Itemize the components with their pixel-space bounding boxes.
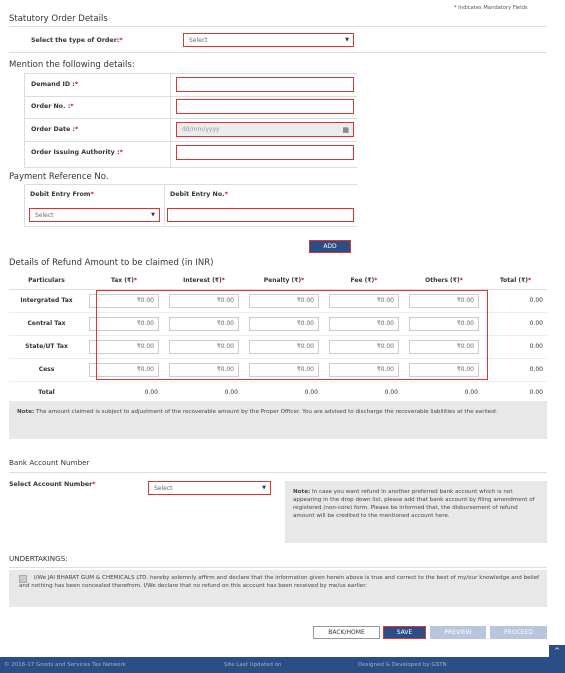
penalty-input[interactable]: ₹0.00 — [249, 317, 319, 331]
debit-entry-from-select[interactable] — [29, 208, 160, 222]
note-text: The amount claimed is subject to adjustment of the recoverable amount by the Proper Officer. You are advised to discharge the recoverable liabilities at the earliest. — [36, 409, 498, 415]
order-date-label: Order Date :* — [31, 126, 79, 133]
fee-input[interactable]: ₹0.00 — [329, 340, 399, 354]
debit-entry-no-input[interactable] — [167, 208, 354, 222]
penalty-input[interactable]: ₹0.00 — [249, 363, 319, 377]
order-date-input[interactable] — [176, 122, 354, 137]
footer — [0, 657, 565, 673]
order-type-select[interactable] — [183, 33, 354, 47]
scroll-to-top-icon[interactable]: ^ — [549, 645, 565, 657]
others-input[interactable]: ₹0.00 — [409, 294, 479, 308]
chevron-down-icon: ▼ — [262, 485, 266, 491]
column-header: Tax (₹)* — [84, 273, 164, 289]
others-input[interactable]: ₹0.00 — [409, 317, 479, 331]
refund-section-title: Details of Refund Amount to be claimed (in INR) — [9, 258, 214, 268]
preview-button[interactable]: PREVIEW — [430, 626, 486, 639]
divider — [24, 96, 357, 97]
footer-designed: Designed & Developed by GSTN — [358, 662, 447, 668]
refund-table — [9, 273, 547, 405]
column-header: Particulars — [9, 273, 84, 289]
total-label: Total — [9, 381, 84, 404]
column-header: Fee (₹)* — [324, 273, 404, 289]
payment-section-title: Payment Reference No. — [9, 172, 109, 182]
calendar-icon[interactable]: ▦ — [342, 125, 349, 134]
others-input[interactable]: ₹0.00 — [409, 340, 479, 354]
interest-input[interactable]: ₹0.00 — [169, 363, 239, 377]
debit-entry-from-label: Debit Entry From* — [30, 191, 94, 198]
column-header: Others (₹)* — [404, 273, 484, 289]
add-button[interactable]: ADD — [309, 240, 351, 253]
statutory-section-title: Statutory Order Details — [9, 14, 108, 24]
divider — [24, 118, 357, 119]
demand-id-input[interactable] — [176, 77, 354, 92]
divider — [164, 184, 165, 226]
bank-section-title: Bank Account Number — [9, 458, 90, 467]
undertaking-text: I/We JAI BHARAT GUM & CHEMICALS LTD. hereby solemnly affirm and declare that the information given herein above is true and correct to the best of my/our knowledge and belief and nothing has been concealed therefrom. I/We declare that no refund on this account has been received by me/us earlier. — [19, 575, 540, 589]
row-total: 0.00 — [484, 312, 547, 335]
penalty-input[interactable]: ₹0.00 — [249, 340, 319, 354]
table-header-row — [9, 273, 547, 289]
debit-entry-no-label: Debit Entry No.* — [170, 191, 228, 198]
fee-input[interactable]: ₹0.00 — [329, 294, 399, 308]
interest-input[interactable]: ₹0.00 — [169, 294, 239, 308]
bank-note-text: In case you want refund in another preferred bank account which is not appearing in the drop down list, please add that bank account by filing amendment of registered (non-core) form. Please be informed that, the disbursement of refund amount will be credited to the mentioned account here. — [293, 489, 535, 519]
divider — [24, 226, 357, 227]
row-total: 0.00 — [484, 335, 547, 358]
required-marker: * — [454, 5, 457, 11]
order-type-label: Select the type of Order:* — [31, 37, 123, 44]
recoverable-note — [9, 401, 547, 439]
grand-total: 0.00 — [484, 381, 547, 404]
order-date-placeholder: dd/mm/yyyy — [182, 126, 220, 133]
divider — [9, 26, 547, 27]
order-type-value: Select — [189, 36, 208, 44]
divider — [24, 141, 357, 142]
divider — [9, 472, 547, 473]
save-button[interactable]: SAVE — [383, 626, 426, 639]
mandatory-fields-note — [454, 5, 528, 11]
order-no-input[interactable] — [176, 99, 354, 114]
row-label: State/UT Tax — [9, 335, 84, 358]
total-interest: 0.00 — [164, 381, 244, 404]
total-others: 0.00 — [404, 381, 484, 404]
account-number-select[interactable] — [148, 481, 271, 495]
issuing-authority-input[interactable] — [176, 145, 354, 160]
fee-input[interactable]: ₹0.00 — [329, 363, 399, 377]
table-row — [9, 335, 547, 358]
divider — [9, 52, 547, 53]
row-total: 0.00 — [484, 358, 547, 381]
divider — [170, 73, 171, 168]
mandatory-note-text: Indicates Mandatory Fields — [458, 5, 528, 11]
table-row — [9, 358, 547, 381]
select-account-label: Select Account Number* — [9, 481, 96, 488]
note-prefix: Note: — [17, 409, 35, 415]
tax-input[interactable]: ₹0.00 — [89, 317, 159, 331]
debit-entry-from-value: Select — [35, 211, 54, 219]
divider — [24, 184, 357, 185]
tax-input[interactable]: ₹0.00 — [89, 363, 159, 377]
fee-input[interactable]: ₹0.00 — [329, 317, 399, 331]
tax-input[interactable]: ₹0.00 — [89, 340, 159, 354]
divider — [24, 167, 357, 168]
row-label: Intergrated Tax — [9, 289, 84, 312]
total-penalty: 0.00 — [244, 381, 324, 404]
undertakings-title: UNDERTAKINGS: — [9, 554, 68, 563]
others-input[interactable]: ₹0.00 — [409, 363, 479, 377]
divider — [24, 73, 25, 168]
interest-input[interactable]: ₹0.00 — [169, 340, 239, 354]
account-number-value: Select — [154, 484, 173, 492]
issuing-authority-label: Order Issuing Authority :* — [31, 149, 123, 156]
proceed-button[interactable]: PROCEED — [490, 626, 547, 639]
footer-updated: Site Last Updated on — [224, 662, 282, 668]
divider — [24, 73, 357, 74]
row-total: 0.00 — [484, 289, 547, 312]
chevron-down-icon: ▼ — [345, 37, 349, 43]
back-home-button[interactable]: BACK/HOME — [313, 626, 380, 639]
chevron-down-icon: ▼ — [151, 212, 155, 218]
order-no-label: Order No. :* — [31, 103, 74, 110]
demand-id-label: Demand ID :* — [31, 81, 79, 88]
divider — [24, 184, 25, 226]
column-header: Interest (₹)* — [164, 273, 244, 289]
bank-note-prefix: Note: — [293, 489, 311, 495]
row-label: Central Tax — [9, 312, 84, 335]
total-tax: 0.00 — [84, 381, 164, 404]
row-label: Cess — [9, 358, 84, 381]
total-fee: 0.00 — [324, 381, 404, 404]
footer-copyright: © 2016-17 Goods and Services Tax Network — [4, 662, 126, 668]
table-row — [9, 312, 547, 335]
divider — [9, 567, 547, 568]
table-row — [9, 289, 547, 312]
penalty-input[interactable]: ₹0.00 — [249, 294, 319, 308]
column-header: Total (₹)* — [484, 273, 547, 289]
bank-note — [285, 481, 547, 543]
column-header: Penalty (₹)* — [244, 273, 324, 289]
interest-input[interactable]: ₹0.00 — [169, 317, 239, 331]
tax-input[interactable]: ₹0.00 — [89, 294, 159, 308]
mention-section-title: Mention the following details: — [9, 60, 135, 70]
